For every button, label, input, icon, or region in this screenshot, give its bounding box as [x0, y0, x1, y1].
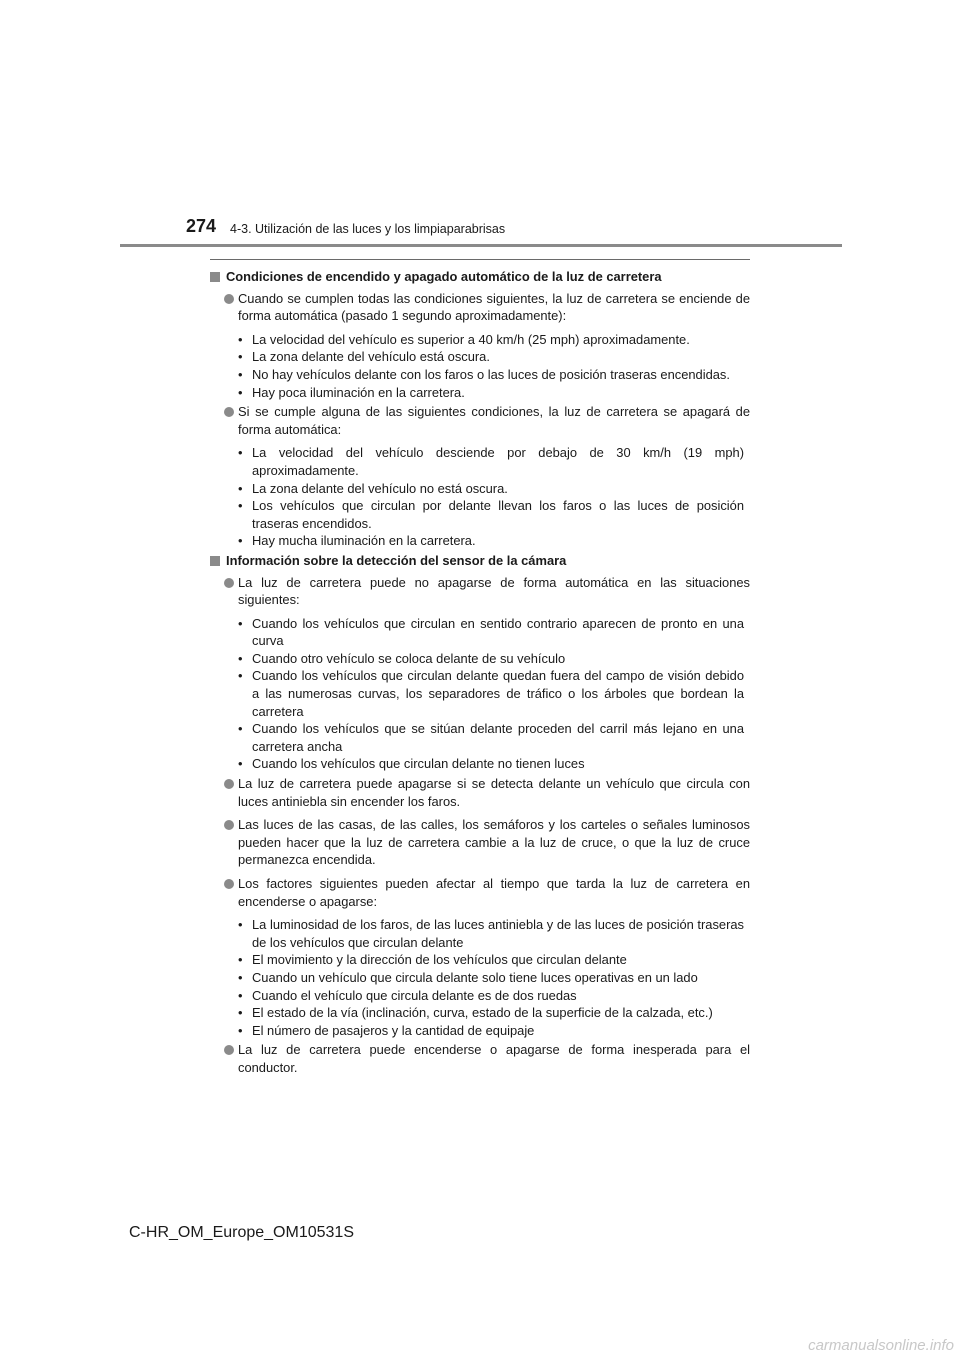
circle-bullet-icon: [224, 407, 234, 417]
circle-bullet-icon: [224, 1045, 234, 1055]
dot-marker: •: [238, 366, 243, 382]
section-title: 4-3. Utilización de las luces y los limpiaparabrisas: [230, 222, 506, 236]
circle-bullet-icon: [224, 820, 234, 830]
dot-marker: •: [238, 952, 243, 968]
list-item: [238, 532, 750, 550]
list-item: [238, 916, 750, 951]
list-item: [238, 480, 750, 498]
dot-marker: •: [238, 349, 243, 365]
watermark: carmanualsonline.info: [808, 1337, 954, 1354]
list-item: [238, 497, 750, 532]
list-item-text: Hay poca iluminación en la carretera.: [252, 384, 465, 400]
page-number: 274: [186, 216, 217, 236]
bullet-paragraph: [210, 775, 750, 810]
bullet-text: La luz de carretera puede encenderse o apagarse de forma inesperada para el conductor.: [238, 1042, 750, 1075]
dot-marker: •: [238, 756, 243, 772]
list-item-text: Cuando los vehículos que circulan en sentido contrario aparecen de pronto en una curva: [252, 615, 744, 649]
dot-marker: •: [238, 668, 243, 684]
page-content: [210, 268, 750, 1083]
dot-marker: •: [238, 445, 243, 461]
list-item: [238, 384, 750, 402]
bullet-paragraph: [210, 403, 750, 438]
dot-marker: •: [238, 1005, 243, 1021]
dot-marker: •: [238, 987, 243, 1003]
bullet-text: La luz de carretera puede no apagarse de forma automática en las situaciones siguientes:: [238, 574, 750, 608]
bullet-text: Los factores siguientes pueden afectar al tiempo que tarda la luz de carretera en encenderse o apagarse:: [238, 876, 750, 909]
list-item-text: Cuando los vehículos que se sitúan delante proceden del carril más lejano en una carretera ancha: [252, 721, 744, 754]
list-item-text: El número de pasajeros y la cantidad de equipaje: [252, 1022, 535, 1038]
list-item: [238, 969, 750, 987]
list-item-text: Cuando otro vehículo se coloca delante de su vehículo: [252, 650, 566, 666]
dot-marker: •: [238, 615, 243, 631]
list-item: [238, 667, 750, 720]
list-item-text: No hay vehículos delante con los faros o las luces de posición traseras encendidas.: [252, 366, 730, 382]
content-rule: [210, 259, 750, 260]
dot-marker: •: [238, 384, 243, 400]
bullet-paragraph: [210, 574, 750, 609]
circle-bullet-icon: [224, 879, 234, 889]
dot-marker: •: [238, 533, 243, 549]
section-heading-text: Condiciones de encendido y apagado automático de la luz de carretera: [226, 269, 662, 284]
list-item: [238, 366, 750, 384]
bullet-text: La luz de carretera puede apagarse si se detecta delante un vehículo que circula con luces antiniebla sin encender los faros.: [238, 776, 750, 809]
square-marker-icon: [210, 556, 220, 566]
dot-marker: •: [238, 969, 243, 985]
list-item: [238, 1022, 750, 1040]
bullet-text: Las luces de las casas, de las calles, los semáforos y los carteles o señales luminosos pueden hacer que la luz de carretera cambie a la luz de cruce, o que la luz de cruce permanezca encendida.: [238, 817, 750, 868]
list-item: [238, 987, 750, 1005]
dot-marker: •: [238, 917, 243, 933]
list-item: [238, 331, 750, 349]
list-item-text: El movimiento y la dirección de los vehículos que circulan delante: [252, 952, 627, 968]
list-item: [238, 444, 750, 479]
list-item-text: Hay mucha iluminación en la carretera.: [252, 533, 476, 549]
list-item: [238, 615, 750, 650]
bullet-text: Si se cumple alguna de las siguientes condiciones, la luz de carretera se apagará de forma automática:: [238, 404, 750, 437]
list-item-text: La zona delante del vehículo no está oscura.: [252, 480, 508, 496]
list-item-text: Los vehículos que circulan por delante llevan los faros o las luces de posición traseras encendidos.: [252, 498, 744, 531]
dot-marker: •: [238, 650, 243, 666]
list-item: [238, 1004, 750, 1022]
dot-marker: •: [238, 498, 243, 514]
bullet-paragraph: [210, 1041, 750, 1076]
dot-marker: •: [238, 480, 243, 496]
list-item-text: La velocidad del vehículo desciende por debajo de 30 km/h (19 mph) aproximadamente.: [252, 445, 744, 478]
footer-document-id: C-HR_OM_Europe_OM10531S: [129, 1224, 354, 1241]
sub-list: [238, 444, 750, 550]
header-rule: [120, 244, 842, 247]
list-item-text: El estado de la vía (inclinación, curva, estado de la superficie de la calzada, etc.): [252, 1005, 713, 1021]
list-item-text: Cuando los vehículos que circulan delante quedan fuera del campo de visión debido a las numerosas curvas, los separadores de tráfico o los árboles que bordean la carretera: [252, 668, 744, 719]
list-item-text: La velocidad del vehículo es superior a 40 km/h (25 mph) aproximadamente.: [252, 331, 690, 347]
list-item-text: La luminosidad de los faros, de las luces antiniebla y de las luces de posición traseras de los vehículos que circulan delante: [252, 917, 744, 950]
section-heading: [210, 552, 750, 570]
list-item-text: Cuando los vehículos que circulan delante no tienen luces: [252, 756, 585, 772]
square-marker-icon: [210, 272, 220, 282]
list-item: [238, 348, 750, 366]
bullet-paragraph: [210, 875, 750, 910]
sub-list: [238, 916, 750, 1039]
circle-bullet-icon: [224, 294, 234, 304]
circle-bullet-icon: [224, 578, 234, 588]
list-item-text: La zona delante del vehículo está oscura.: [252, 349, 490, 365]
list-item: [238, 951, 750, 969]
list-item: [238, 755, 750, 773]
bullet-paragraph: [210, 816, 750, 869]
list-item-text: Cuando el vehículo que circula delante es de dos ruedas: [252, 987, 577, 1003]
list-item: [238, 650, 750, 668]
dot-marker: •: [238, 1022, 243, 1038]
list-item-text: Cuando un vehículo que circula delante solo tiene luces operativas en un lado: [252, 969, 698, 985]
sub-list: [238, 331, 750, 401]
list-item: [238, 720, 750, 755]
dot-marker: •: [238, 331, 243, 347]
bullet-paragraph: [210, 290, 750, 325]
section-heading-text: Información sobre la detección del sensor de la cámara: [226, 552, 567, 568]
dot-marker: •: [238, 721, 243, 737]
circle-bullet-icon: [224, 779, 234, 789]
bullet-text: Cuando se cumplen todas las condiciones siguientes, la luz de carretera se enciende de forma automática (pasado 1 segundo aproximadamente):: [238, 290, 750, 324]
sub-list: [238, 615, 750, 773]
section-heading: [210, 268, 750, 286]
